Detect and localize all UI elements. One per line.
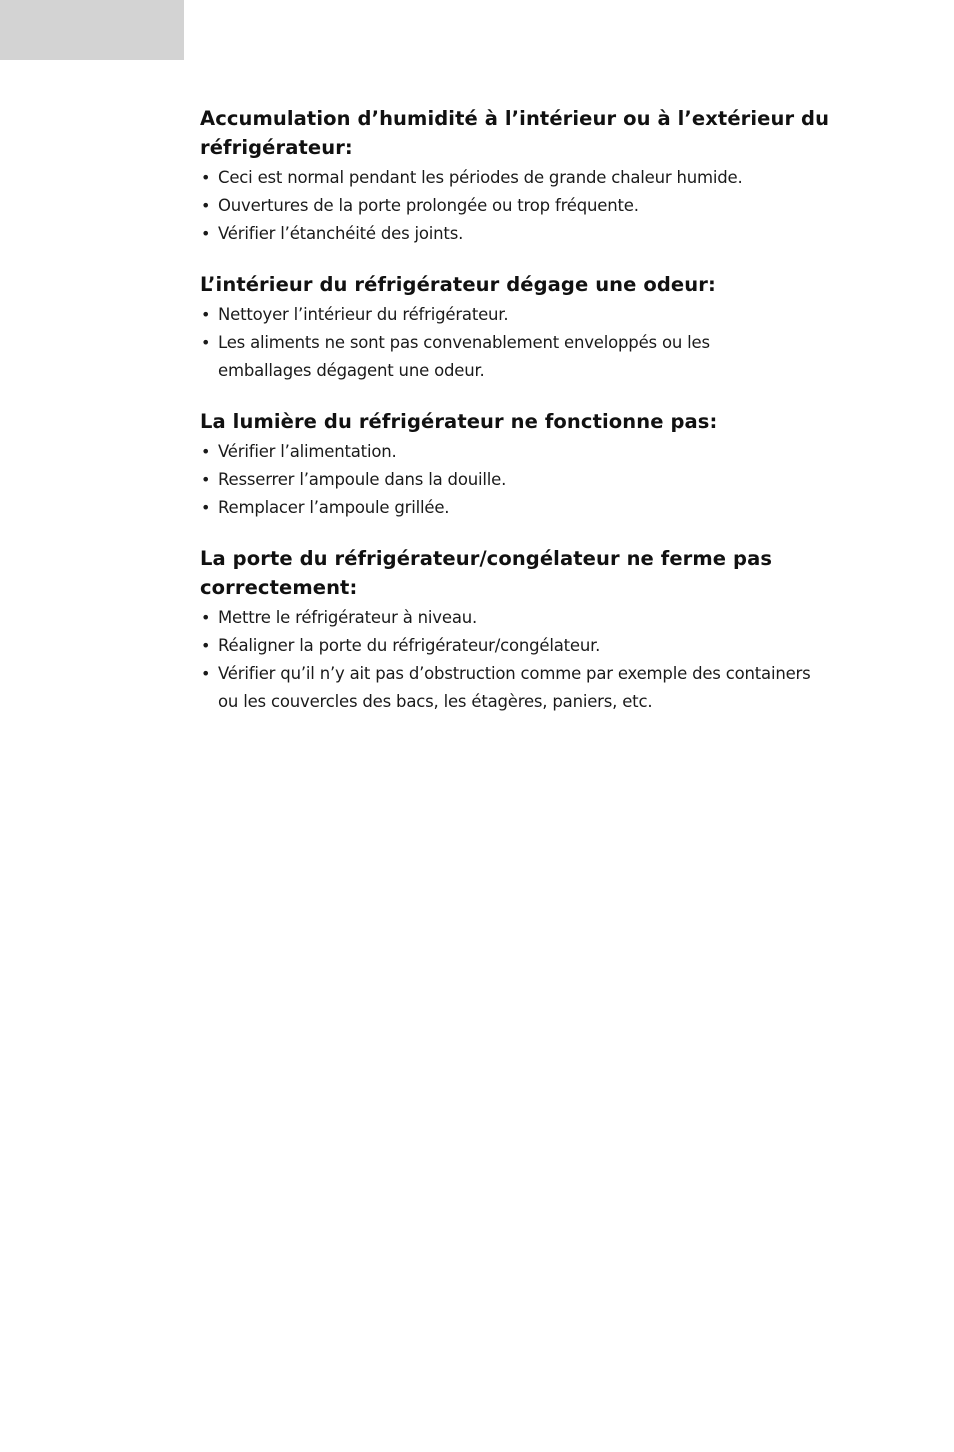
section-odor bbox=[200, 270, 880, 385]
bullet-icon: • bbox=[201, 664, 211, 683]
bullet-list bbox=[200, 604, 880, 716]
section-heading: Accumulation d’humidité à l’intérieur ou à l’extérieur du réfrigérateur: bbox=[200, 107, 830, 159]
bullet-list bbox=[200, 438, 880, 522]
list-item bbox=[200, 301, 880, 329]
bullet-icon: • bbox=[201, 196, 211, 215]
section-heading: L’intérieur du réfrigérateur dégage une odeur: bbox=[200, 273, 716, 296]
bullet-icon: • bbox=[201, 333, 211, 352]
bullet-icon: • bbox=[201, 498, 211, 517]
section-heading: La porte du réfrigérateur/congélateur ne ferme pas correctement: bbox=[200, 547, 773, 599]
page-corner-tab bbox=[0, 0, 184, 60]
list-item-text: Vérifier l’étanchéité des joints. bbox=[218, 224, 464, 243]
list-item-text: Ouvertures de la porte prolongée ou trop fréquente. bbox=[218, 196, 639, 215]
list-item-text: Remplacer l’ampoule grillée. bbox=[218, 498, 450, 517]
list-item-text: Resserrer l’ampoule dans la douille. bbox=[218, 470, 507, 489]
bullet-icon: • bbox=[201, 305, 211, 324]
bullet-list bbox=[200, 164, 880, 248]
list-item bbox=[200, 329, 778, 385]
section-door bbox=[200, 544, 880, 716]
list-item bbox=[200, 164, 880, 192]
list-item bbox=[200, 192, 880, 220]
bullet-icon: • bbox=[201, 168, 211, 187]
list-item-text: Les aliments ne sont pas convenablement enveloppés ou les emballages dégagent une odeur. bbox=[218, 333, 710, 380]
list-item bbox=[200, 494, 880, 522]
list-item-text: Nettoyer l’intérieur du réfrigérateur. bbox=[218, 305, 509, 324]
list-item bbox=[200, 632, 880, 660]
list-item-text: Ceci est normal pendant les périodes de grande chaleur humide. bbox=[218, 168, 743, 187]
list-item bbox=[200, 438, 880, 466]
bullet-icon: • bbox=[201, 636, 211, 655]
bullet-list bbox=[200, 301, 880, 385]
bullet-icon: • bbox=[201, 442, 211, 461]
section-light bbox=[200, 407, 880, 522]
bullet-icon: • bbox=[201, 224, 211, 243]
section-humidity bbox=[200, 104, 880, 248]
list-item-text: Réaligner la porte du réfrigérateur/congélateur. bbox=[218, 636, 601, 655]
list-item-text: Vérifier qu’il n’y ait pas d’obstruction comme par exemple des containers ou les couvercles des bacs, les étagères, paniers, etc. bbox=[218, 664, 811, 711]
list-item bbox=[200, 660, 818, 716]
list-item-text: Mettre le réfrigérateur à niveau. bbox=[218, 608, 478, 627]
bullet-icon: • bbox=[201, 470, 211, 489]
list-item bbox=[200, 604, 880, 632]
list-item bbox=[200, 466, 880, 494]
troubleshooting-content bbox=[200, 104, 880, 738]
list-item-text: Vérifier l’alimentation. bbox=[218, 442, 397, 461]
section-heading: La lumière du réfrigérateur ne fonctionne pas: bbox=[200, 410, 718, 433]
list-item bbox=[200, 220, 880, 248]
bullet-icon: • bbox=[201, 608, 211, 627]
